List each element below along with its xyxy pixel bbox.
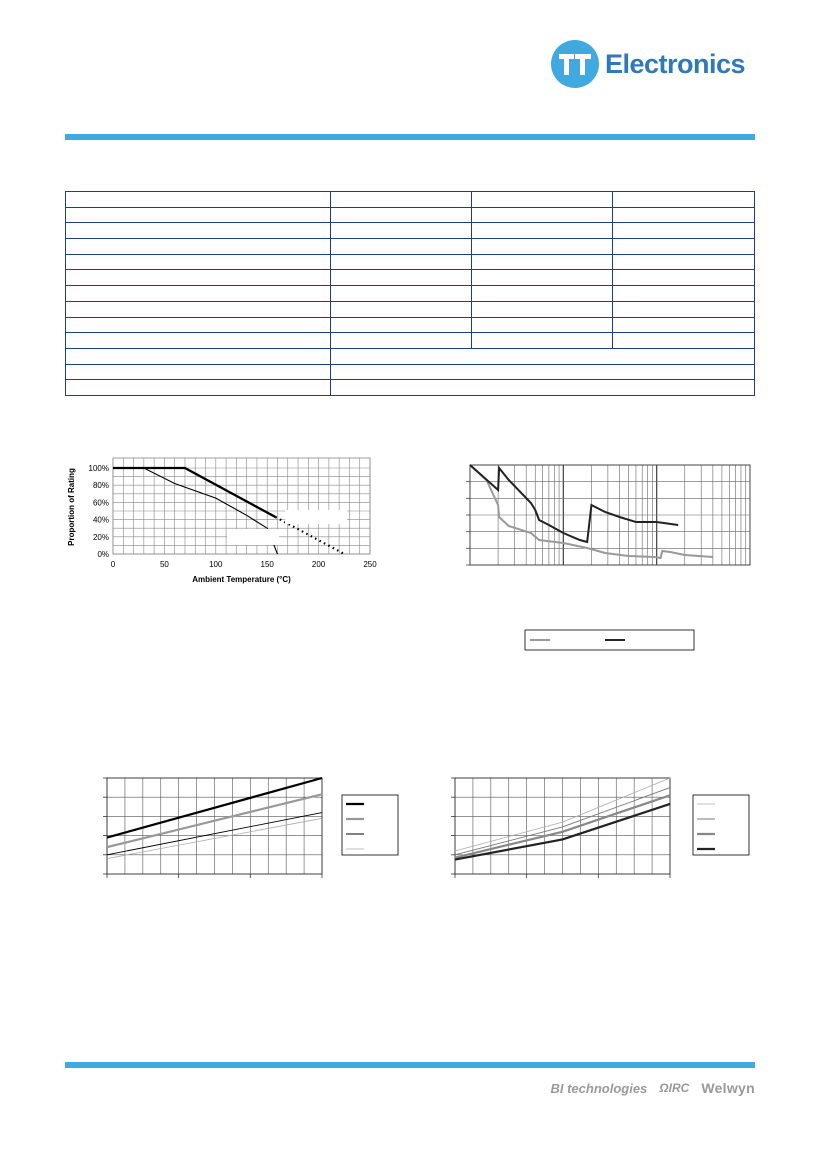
- spec-cell: [66, 301, 331, 317]
- spec-cell: [331, 254, 472, 270]
- spec-cell: [66, 317, 331, 333]
- spec-cell: [331, 348, 755, 364]
- annotation-box: [285, 510, 347, 524]
- spec-cell: [613, 207, 755, 223]
- x-axis-label: Ambient Temperature (°C): [192, 575, 291, 584]
- spec-row: [66, 301, 755, 317]
- spec-row: [66, 223, 755, 239]
- spec-cell: [66, 380, 331, 396]
- spec-cell: [66, 364, 331, 380]
- spec-cell: [331, 333, 472, 349]
- spec-cell: [613, 333, 755, 349]
- spec-cell: [613, 192, 755, 208]
- footer-rule: [65, 1062, 755, 1068]
- x-tick-label: 100: [209, 560, 223, 569]
- spec-cell: [331, 223, 472, 239]
- spec-cell: [472, 254, 613, 270]
- spec-cell: [472, 270, 613, 286]
- spec-cell: [331, 192, 472, 208]
- footer-brands: [550, 1080, 755, 1096]
- spec-cell: [613, 239, 755, 255]
- y-tick-label: 0%: [97, 550, 109, 559]
- spec-row: [66, 317, 755, 333]
- x-tick-label: 150: [260, 560, 274, 569]
- tt-logo-mark-icon: [551, 40, 599, 88]
- derating-chart: [60, 450, 380, 600]
- spec-row: [66, 286, 755, 302]
- chart-lower-right: [448, 770, 758, 880]
- header-rule: [65, 134, 755, 140]
- spec-cell: [331, 286, 472, 302]
- y-tick-label: 20%: [92, 532, 109, 542]
- spec-cell: [613, 317, 755, 333]
- x-tick-label: 200: [311, 560, 326, 569]
- spec-cell: [472, 317, 613, 333]
- logo-wordmark: Electronics: [605, 48, 746, 79]
- y-tick-label: 80%: [92, 481, 109, 491]
- spec-cell: [66, 254, 331, 270]
- spec-cell: [66, 207, 331, 223]
- spec-cell: [331, 301, 472, 317]
- tt-electronics-logo: [551, 40, 745, 88]
- spec-row: [66, 333, 755, 349]
- spec-cell: [331, 207, 472, 223]
- spec-cell: [613, 301, 755, 317]
- spec-cell: [472, 301, 613, 317]
- spec-cell: [66, 270, 331, 286]
- y-tick-label: 60%: [92, 498, 109, 508]
- spec-cell: [472, 207, 613, 223]
- spec-cell: [472, 286, 613, 302]
- spec-cell: [613, 254, 755, 270]
- spec-cell: [66, 286, 331, 302]
- spec-row: [66, 239, 755, 255]
- spec-cell: [66, 239, 331, 255]
- spec-row: [66, 364, 755, 380]
- x-tick-label: 250: [363, 560, 377, 569]
- series-line-1: [470, 465, 678, 542]
- spec-row: [66, 348, 755, 364]
- spec-table: [65, 191, 755, 396]
- spec-cell: [613, 286, 755, 302]
- spec-row: [66, 192, 755, 208]
- spec-cell: [66, 223, 331, 239]
- y-axis-label: Proportion of Rating: [67, 468, 76, 546]
- spec-cell: [66, 348, 331, 364]
- chart-lower-left: [100, 770, 410, 880]
- irc-logo: ΩIRC: [659, 1081, 690, 1095]
- spec-cell: [331, 317, 472, 333]
- spec-cell: [66, 333, 331, 349]
- spec-row: [66, 254, 755, 270]
- y-tick-label: 40%: [92, 515, 109, 525]
- spec-cell: [331, 239, 472, 255]
- spec-cell: [66, 192, 331, 208]
- spec-cell: [472, 223, 613, 239]
- bi-technologies-logo: BI technologies: [550, 1080, 648, 1096]
- welwyn-logo: Welwyn: [701, 1080, 755, 1096]
- spec-row: [66, 207, 755, 223]
- spec-row: [66, 270, 755, 286]
- pulse-chart: [460, 455, 760, 655]
- spec-cell: [472, 239, 613, 255]
- spec-cell: [472, 192, 613, 208]
- x-tick-label: 0: [110, 560, 116, 569]
- spec-cell: [613, 270, 755, 286]
- spec-row: [66, 380, 755, 396]
- spec-cell: [613, 223, 755, 239]
- y-tick-label: 100%: [88, 464, 109, 473]
- spec-cell: [331, 364, 755, 380]
- spec-cell: [472, 333, 613, 349]
- x-tick-label: 50: [159, 560, 169, 569]
- spec-cell: [331, 380, 755, 396]
- annotation-box: [227, 529, 279, 545]
- spec-cell: [331, 270, 472, 286]
